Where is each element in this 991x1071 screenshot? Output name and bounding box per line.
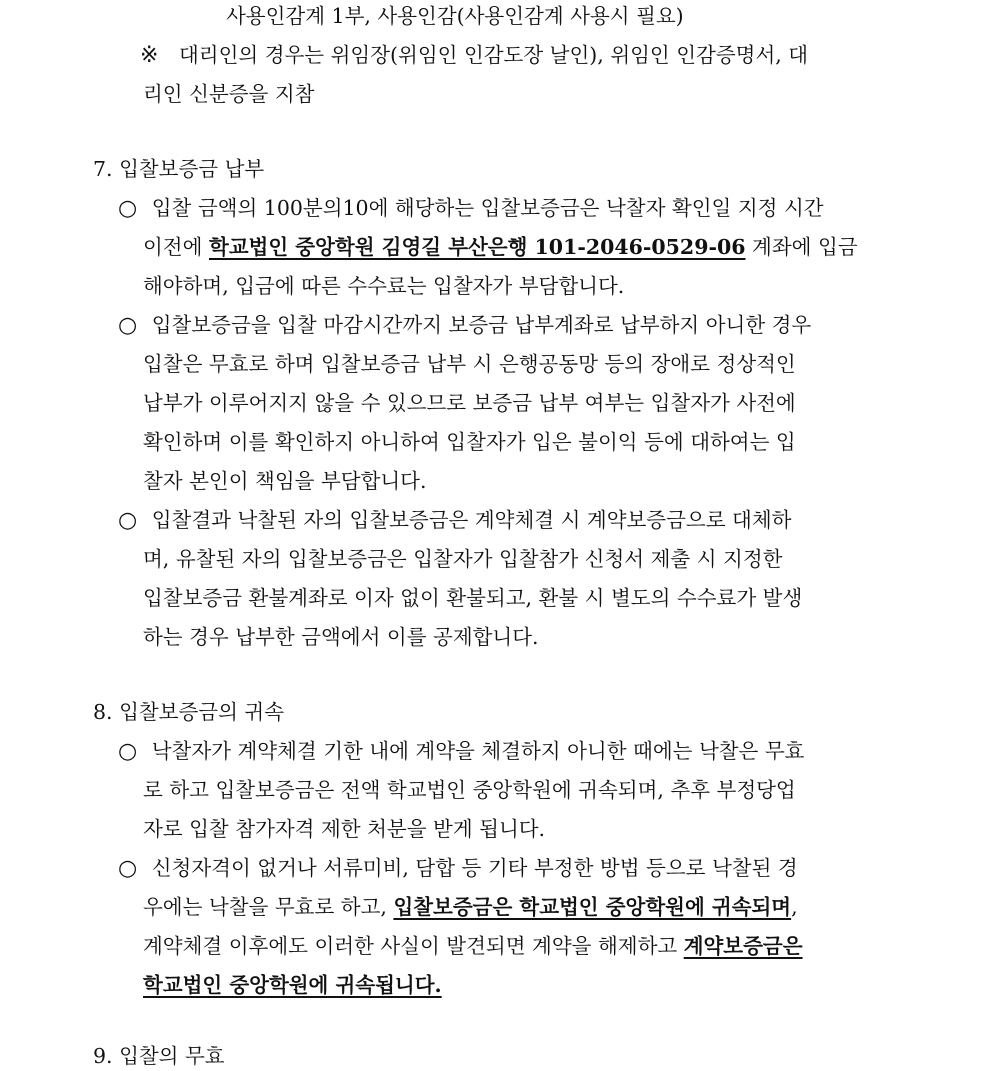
- contract-deposit-text: 계약보증금은: [683, 934, 803, 958]
- paragraph-line: 자로 입찰 참가자격 제한 처분을 받게 됩니다.: [143, 817, 546, 841]
- circle-bullet-icon: ○: [118, 856, 138, 881]
- note-line: 리인 신분증을 지참: [143, 82, 315, 106]
- paragraph-line: 입찰보증금 환불계좌로 이자 없이 환불되고, 환불 시 별도의 수수료가 발생: [143, 586, 803, 610]
- paragraph-line: 우에는 낙찰을 무효로 하고, 입찰보증금은 학교법인 중앙학원에 귀속되며,: [143, 895, 798, 919]
- paragraph-line: ○ 입찰 금액의 100분의10에 해당하는 입찰보증금은 낙찰자 확인일 지정 시간: [118, 196, 824, 221]
- paragraph-line: 찰자 본인이 책임을 부담합니다.: [143, 469, 427, 493]
- reference-mark-icon: ※: [140, 43, 159, 68]
- circle-bullet-icon: ○: [118, 739, 138, 764]
- note-line: ※ 대리인의 경우는 위임장(위임인 인감도장 날인), 위임인 인감증명서, 대: [140, 43, 809, 68]
- paragraph-line: ○ 입찰보증금을 입찰 마감시간까지 보증금 납부계좌로 납부하지 아니한 경우: [118, 313, 812, 338]
- forfeit-notice-text: 입찰보증금은 학교법인 중앙학원에 귀속되며: [393, 895, 792, 919]
- doc-line: 사용인감계 1부, 사용인감(사용인감계 사용시 필요): [226, 4, 684, 28]
- paragraph-line: 하는 경우 납부한 금액에서 이를 공제합니다.: [143, 625, 539, 649]
- section-heading: 8. 입찰보증금의 귀속: [93, 700, 285, 724]
- paragraph-line: 며, 유찰된 자의 입찰보증금은 입찰자가 입찰참가 신청서 제출 시 지정한: [143, 547, 783, 571]
- paragraph-line: 계약체결 이후에도 이러한 사실이 발견되면 계약을 해제하고 계약보증금은: [143, 934, 803, 958]
- section-heading: 9. 입찰의 무효: [93, 1044, 225, 1068]
- circle-bullet-icon: ○: [118, 508, 138, 533]
- paragraph-line: 확인하며 이를 확인하지 아니하여 입찰자가 입은 불이익 등에 대하여는 입: [143, 430, 796, 454]
- paragraph-line: ○ 입찰결과 낙찰된 자의 입찰보증금은 계약체결 시 계약보증금으로 대체하: [118, 508, 792, 533]
- bank-account-text: 학교법인 중앙학원 김영길 부산은행 101-2046-0529-06: [208, 235, 746, 259]
- paragraph-line: ○ 낙찰자가 계약체결 기한 내에 계약을 체결하지 아니한 때에는 낙찰은 무효: [118, 739, 805, 764]
- paragraph-line: ○ 신청자격이 없거나 서류미비, 담합 등 기타 부정한 방법 등으로 낙찰된 경: [118, 856, 798, 881]
- paragraph-line: 이전에 학교법인 중앙학원 김영길 부산은행 101-2046-0529-06 계좌에 입금: [143, 235, 858, 259]
- paragraph-line: 로 하고 입찰보증금은 전액 학교법인 중앙학원에 귀속되며, 추후 부정당업: [143, 778, 796, 802]
- paragraph-line: 학교법인 중앙학원에 귀속됩니다.: [143, 973, 442, 997]
- paragraph-line: 해야하며, 입금에 따른 수수료는 입찰자가 부담합니다.: [143, 274, 625, 298]
- section-heading: 7. 입찰보증금 납부: [93, 157, 265, 181]
- circle-bullet-icon: ○: [118, 313, 138, 338]
- paragraph-line: 납부가 이루어지지 않을 수 있으므로 보증금 납부 여부는 입찰자가 사전에: [143, 391, 796, 415]
- paragraph-line: 입찰은 무효로 하며 입찰보증금 납부 시 은행공동망 등의 장애로 정상적인: [143, 352, 796, 376]
- circle-bullet-icon: ○: [118, 196, 138, 221]
